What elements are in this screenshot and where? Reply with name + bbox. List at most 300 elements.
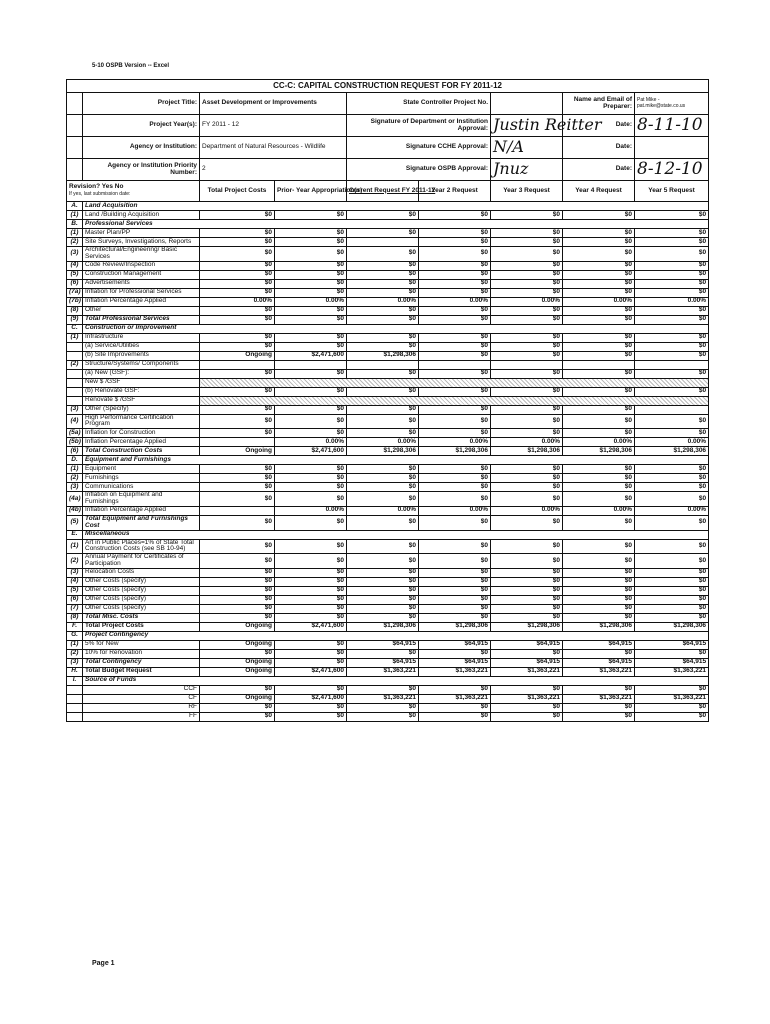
value-cell: $0 bbox=[419, 554, 491, 569]
value-cell: $0 bbox=[347, 247, 419, 262]
value-cell: $0 bbox=[491, 568, 563, 577]
value-cell: $0 bbox=[347, 429, 419, 438]
row-index: E. bbox=[67, 530, 83, 539]
value-cell: 0.00% bbox=[491, 297, 563, 306]
row-label: CF bbox=[83, 694, 200, 703]
value-cell: $0 bbox=[419, 261, 491, 270]
row-index bbox=[67, 369, 83, 378]
form-title: CC-C: CAPITAL CONSTRUCTION REQUEST FOR FY 2011-12 bbox=[67, 80, 709, 93]
value-cell: $0 bbox=[347, 342, 419, 351]
value-cell: $2,471,600 bbox=[275, 622, 347, 631]
value-cell: $1,363,221 bbox=[635, 694, 709, 703]
budget-row bbox=[67, 378, 709, 387]
value-cell: $0 bbox=[200, 261, 275, 270]
value-cell: $0 bbox=[419, 429, 491, 438]
row-label: Communications bbox=[83, 483, 200, 492]
value-cell: $1,363,221 bbox=[563, 667, 635, 676]
value-cell: $0 bbox=[200, 414, 275, 429]
value-cell: $0 bbox=[635, 211, 709, 220]
value-cell: $0 bbox=[347, 261, 419, 270]
capital-request-form bbox=[66, 79, 709, 722]
value-cell: $0 bbox=[200, 515, 275, 530]
value-cell: $0 bbox=[275, 613, 347, 622]
row-index: A. bbox=[67, 202, 83, 211]
budget-row bbox=[67, 703, 709, 712]
value-cell: $0 bbox=[275, 712, 347, 721]
value-cell: $0 bbox=[275, 261, 347, 270]
value-cell: 0.00% bbox=[563, 506, 635, 515]
agency-label: Agency or Institution: bbox=[83, 137, 200, 159]
row-index: (8) bbox=[67, 306, 83, 315]
value-cell: $0 bbox=[491, 351, 563, 360]
budget-row bbox=[67, 474, 709, 483]
value-cell: $0 bbox=[635, 387, 709, 396]
value-cell: $0 bbox=[419, 270, 491, 279]
row-index: (5) bbox=[67, 270, 83, 279]
hatched-cell bbox=[200, 396, 709, 405]
value-cell: $0 bbox=[635, 270, 709, 279]
value-cell: $0 bbox=[275, 568, 347, 577]
value-cell: $64,915 bbox=[563, 640, 635, 649]
value-cell: $0 bbox=[635, 279, 709, 288]
value-cell: Ongoing bbox=[200, 622, 275, 631]
row-index bbox=[67, 712, 83, 721]
value-cell: $0 bbox=[491, 685, 563, 694]
dept-signature: Justin Reitter bbox=[491, 115, 563, 137]
value-cell: 0.00% bbox=[200, 297, 275, 306]
value-cell: $0 bbox=[419, 492, 491, 507]
budget-row bbox=[67, 465, 709, 474]
value-cell: $0 bbox=[347, 712, 419, 721]
value-cell: Ongoing bbox=[200, 640, 275, 649]
value-cell: $0 bbox=[275, 640, 347, 649]
value-cell: $0 bbox=[200, 247, 275, 262]
row-index: (3) bbox=[67, 483, 83, 492]
value-cell: $0 bbox=[347, 685, 419, 694]
value-cell bbox=[563, 360, 635, 369]
value-cell: $0 bbox=[419, 387, 491, 396]
col-header-4: Year 3 Request bbox=[491, 181, 563, 202]
value-cell: $0 bbox=[635, 414, 709, 429]
value-cell: $0 bbox=[200, 568, 275, 577]
value-cell: $0 bbox=[419, 414, 491, 429]
value-cell: $0 bbox=[635, 483, 709, 492]
section-header-row bbox=[67, 324, 709, 333]
value-cell: $0 bbox=[563, 649, 635, 658]
value-cell: $0 bbox=[200, 387, 275, 396]
value-cell bbox=[347, 238, 419, 247]
value-cell: $0 bbox=[491, 492, 563, 507]
value-cell: 0.00% bbox=[635, 438, 709, 447]
value-cell: $0 bbox=[347, 492, 419, 507]
budget-row bbox=[67, 658, 709, 667]
value-cell: $0 bbox=[275, 333, 347, 342]
value-cell: $0 bbox=[491, 515, 563, 530]
value-cell: $1,363,221 bbox=[419, 694, 491, 703]
value-cell: $0 bbox=[491, 333, 563, 342]
row-index: (3) bbox=[67, 247, 83, 262]
row-index bbox=[67, 694, 83, 703]
value-cell: $0 bbox=[419, 247, 491, 262]
row-index: (5b) bbox=[67, 438, 83, 447]
value-cell: $0 bbox=[563, 577, 635, 586]
ospb-signature: Jnuz bbox=[491, 159, 563, 181]
value-cell: $0 bbox=[491, 238, 563, 247]
value-cell: $0 bbox=[275, 474, 347, 483]
value-cell: $0 bbox=[635, 238, 709, 247]
priority-label: Agency or Institution Priority Number: bbox=[83, 159, 200, 181]
budget-row bbox=[67, 667, 709, 676]
value-cell: 0.00% bbox=[275, 438, 347, 447]
value-cell: $0 bbox=[563, 261, 635, 270]
value-cell: $0 bbox=[275, 539, 347, 554]
row-label: Master Plan/PP bbox=[83, 229, 200, 238]
value-cell: $0 bbox=[275, 685, 347, 694]
value-cell: $64,915 bbox=[635, 658, 709, 667]
value-cell: $0 bbox=[200, 405, 275, 414]
row-label: Infrastructure bbox=[83, 333, 200, 342]
value-cell: $0 bbox=[200, 586, 275, 595]
row-label: Inflation Percentage Applied bbox=[83, 297, 200, 306]
row-index: (1) bbox=[67, 465, 83, 474]
value-cell: $1,298,306 bbox=[347, 351, 419, 360]
project-years-label: Project Year(s): bbox=[83, 115, 200, 137]
value-cell: $0 bbox=[419, 539, 491, 554]
revision-note: If yes, last submission date: bbox=[69, 191, 131, 197]
value-cell: $0 bbox=[200, 211, 275, 220]
value-cell: $0 bbox=[419, 604, 491, 613]
value-cell: $0 bbox=[563, 604, 635, 613]
row-label: (a) Service/Utilities bbox=[83, 342, 200, 351]
value-cell: $0 bbox=[200, 483, 275, 492]
value-cell: $0 bbox=[563, 414, 635, 429]
value-cell: $0 bbox=[200, 333, 275, 342]
row-label: Other (Specify) bbox=[83, 405, 200, 414]
row-index: G. bbox=[67, 631, 83, 640]
value-cell: $0 bbox=[200, 554, 275, 569]
value-cell: $0 bbox=[635, 539, 709, 554]
value-cell bbox=[200, 506, 275, 515]
value-cell: $0 bbox=[347, 483, 419, 492]
page-number: Page 1 bbox=[92, 960, 115, 967]
value-cell bbox=[635, 360, 709, 369]
value-cell: $0 bbox=[491, 247, 563, 262]
value-cell: $1,363,221 bbox=[419, 667, 491, 676]
value-cell: $0 bbox=[635, 229, 709, 238]
row-label: Other Costs (specify) bbox=[83, 604, 200, 613]
row-index: (4a) bbox=[67, 492, 83, 507]
row-label: Art in Public Places=1% of State Total Construction Costs (see SB 10-94) bbox=[83, 539, 200, 554]
value-cell: $0 bbox=[563, 270, 635, 279]
value-cell: $0 bbox=[491, 429, 563, 438]
budget-row bbox=[67, 712, 709, 721]
value-cell: 0.00% bbox=[491, 438, 563, 447]
state-controller-label: State Controller Project No. bbox=[347, 93, 491, 115]
value-cell: $0 bbox=[347, 270, 419, 279]
row-index: (4) bbox=[67, 414, 83, 429]
value-cell: $0 bbox=[200, 342, 275, 351]
value-cell: $0 bbox=[275, 247, 347, 262]
revision-label: Revision? bbox=[69, 183, 101, 191]
value-cell: $0 bbox=[563, 703, 635, 712]
value-cell: 0.00% bbox=[563, 297, 635, 306]
value-cell: 0.00% bbox=[563, 438, 635, 447]
value-cell: $0 bbox=[275, 288, 347, 297]
row-label: FF bbox=[83, 712, 200, 721]
section-header-row bbox=[67, 631, 709, 640]
date-value-3: 8-12-10 bbox=[635, 159, 709, 181]
value-cell: $0 bbox=[200, 288, 275, 297]
row-index: (2) bbox=[67, 554, 83, 569]
value-cell: $0 bbox=[491, 261, 563, 270]
value-cell: $0 bbox=[275, 315, 347, 324]
row-label: Relocation Costs bbox=[83, 568, 200, 577]
value-cell: 0.00% bbox=[491, 506, 563, 515]
row-label: Site Surveys, Investigations, Reports bbox=[83, 238, 200, 247]
value-cell: $1,363,221 bbox=[347, 694, 419, 703]
name-email-label: Name and Email of Preparer: bbox=[563, 93, 635, 115]
value-cell: $0 bbox=[347, 414, 419, 429]
row-label: Professional Services bbox=[83, 220, 709, 229]
row-index: (3) bbox=[67, 405, 83, 414]
value-cell: $0 bbox=[419, 315, 491, 324]
row-index: (4b) bbox=[67, 506, 83, 515]
section-header-row bbox=[67, 220, 709, 229]
value-cell bbox=[419, 360, 491, 369]
row-index bbox=[67, 685, 83, 694]
value-cell: $1,298,306 bbox=[635, 622, 709, 631]
value-cell: $0 bbox=[200, 465, 275, 474]
value-cell: $0 bbox=[275, 414, 347, 429]
value-cell: $0 bbox=[200, 712, 275, 721]
value-cell: $0 bbox=[419, 342, 491, 351]
value-cell: $0 bbox=[419, 238, 491, 247]
value-cell: $0 bbox=[635, 306, 709, 315]
value-cell: $0 bbox=[563, 288, 635, 297]
value-cell: $0 bbox=[200, 429, 275, 438]
budget-row bbox=[67, 554, 709, 569]
row-label: Total Professional Services bbox=[83, 315, 200, 324]
value-cell bbox=[200, 438, 275, 447]
row-label: Other Costs (specify) bbox=[83, 595, 200, 604]
value-cell: $0 bbox=[563, 685, 635, 694]
value-cell: $0 bbox=[563, 515, 635, 530]
value-cell: $0 bbox=[419, 288, 491, 297]
section-header-row bbox=[67, 456, 709, 465]
value-cell: $0 bbox=[491, 369, 563, 378]
value-cell: $0 bbox=[347, 703, 419, 712]
budget-row bbox=[67, 539, 709, 554]
row-label: High Performance Certification Program bbox=[83, 414, 200, 429]
value-cell: $0 bbox=[635, 586, 709, 595]
value-cell: 0.00% bbox=[275, 297, 347, 306]
value-cell: $1,363,221 bbox=[347, 667, 419, 676]
value-cell: $0 bbox=[419, 568, 491, 577]
value-cell: 0.00% bbox=[419, 438, 491, 447]
row-label: CCF bbox=[83, 685, 200, 694]
row-label: Renovate $ /GSF bbox=[83, 396, 200, 405]
value-cell: $0 bbox=[347, 229, 419, 238]
value-cell: $0 bbox=[635, 568, 709, 577]
value-cell: $1,298,306 bbox=[347, 622, 419, 631]
value-cell: $2,471,600 bbox=[275, 351, 347, 360]
section-header-row bbox=[67, 202, 709, 211]
value-cell: $0 bbox=[200, 492, 275, 507]
value-cell: 0.00% bbox=[275, 506, 347, 515]
value-cell: $0 bbox=[491, 306, 563, 315]
value-cell: $0 bbox=[491, 649, 563, 658]
value-cell: $0 bbox=[200, 577, 275, 586]
budget-row bbox=[67, 613, 709, 622]
preparer-value: Pat Mike - pat.mike@state.co.us bbox=[635, 93, 709, 115]
value-cell: $64,915 bbox=[419, 658, 491, 667]
budget-row bbox=[67, 315, 709, 324]
value-cell: $0 bbox=[275, 387, 347, 396]
row-index: F. bbox=[67, 622, 83, 631]
value-cell: $0 bbox=[200, 613, 275, 622]
value-cell: $0 bbox=[347, 604, 419, 613]
value-cell: Ongoing bbox=[200, 667, 275, 676]
project-title-value: Asset Development or Improvements bbox=[200, 93, 347, 115]
value-cell: $0 bbox=[419, 369, 491, 378]
value-cell: $0 bbox=[200, 306, 275, 315]
value-cell: $0 bbox=[419, 279, 491, 288]
row-label: Equipment bbox=[83, 465, 200, 474]
row-label: Other bbox=[83, 306, 200, 315]
value-cell: $0 bbox=[491, 211, 563, 220]
value-cell: $0 bbox=[347, 279, 419, 288]
row-label: Land Acquisition bbox=[83, 202, 709, 211]
row-label: Structure/Systems/ Components bbox=[83, 360, 200, 369]
priority-value: 2 bbox=[200, 159, 347, 181]
budget-row bbox=[67, 333, 709, 342]
row-label: Land /Building Acquisition bbox=[83, 211, 200, 220]
value-cell: $0 bbox=[200, 474, 275, 483]
value-cell: $0 bbox=[635, 515, 709, 530]
row-label: Miscellaneous bbox=[83, 530, 709, 539]
value-cell: $0 bbox=[635, 492, 709, 507]
row-index: (1) bbox=[67, 229, 83, 238]
value-cell: 0.00% bbox=[635, 297, 709, 306]
value-cell: $0 bbox=[563, 279, 635, 288]
row-index: (7) bbox=[67, 604, 83, 613]
value-cell: $0 bbox=[635, 261, 709, 270]
value-cell: $0 bbox=[491, 595, 563, 604]
value-cell: $0 bbox=[419, 306, 491, 315]
agency-value: Department of Natural Resources - Wildlife bbox=[200, 137, 347, 159]
value-cell: $0 bbox=[563, 229, 635, 238]
value-cell: $0 bbox=[347, 515, 419, 530]
value-cell: $0 bbox=[347, 474, 419, 483]
value-cell: $0 bbox=[275, 342, 347, 351]
budget-row bbox=[67, 483, 709, 492]
budget-row bbox=[67, 405, 709, 414]
value-cell: $0 bbox=[347, 306, 419, 315]
value-cell: $1,363,221 bbox=[491, 694, 563, 703]
value-cell: $0 bbox=[419, 333, 491, 342]
value-cell: $0 bbox=[491, 315, 563, 324]
row-index: (2) bbox=[67, 360, 83, 369]
value-cell: $0 bbox=[563, 405, 635, 414]
row-label: Source of Funds bbox=[83, 676, 709, 685]
value-cell: $0 bbox=[419, 712, 491, 721]
row-index: (5) bbox=[67, 586, 83, 595]
value-cell: $0 bbox=[200, 369, 275, 378]
budget-row bbox=[67, 247, 709, 262]
date-label-2: Date: bbox=[563, 137, 635, 159]
value-cell: $0 bbox=[491, 712, 563, 721]
row-index bbox=[67, 396, 83, 405]
value-cell: $2,471,600 bbox=[275, 694, 347, 703]
value-cell: $0 bbox=[635, 342, 709, 351]
value-cell: $0 bbox=[491, 483, 563, 492]
col-header-0: Total Project Costs bbox=[200, 181, 275, 202]
value-cell: $0 bbox=[347, 405, 419, 414]
value-cell: $0 bbox=[491, 465, 563, 474]
budget-row bbox=[67, 447, 709, 456]
value-cell: $0 bbox=[347, 539, 419, 554]
row-label: Project Contingency bbox=[83, 631, 709, 640]
value-cell: $1,298,306 bbox=[491, 622, 563, 631]
row-label: Advertisements bbox=[83, 279, 200, 288]
budget-row bbox=[67, 640, 709, 649]
value-cell: $0 bbox=[563, 387, 635, 396]
value-cell: $0 bbox=[275, 405, 347, 414]
value-cell: $0 bbox=[491, 604, 563, 613]
value-cell: $0 bbox=[563, 369, 635, 378]
value-cell: $0 bbox=[200, 685, 275, 694]
value-cell: $0 bbox=[419, 613, 491, 622]
row-label: Architectural/Engineering/ Basic Services bbox=[83, 247, 200, 262]
value-cell: $0 bbox=[200, 229, 275, 238]
value-cell: $64,915 bbox=[635, 640, 709, 649]
value-cell: $0 bbox=[635, 613, 709, 622]
row-index: (6) bbox=[67, 595, 83, 604]
row-index: (1) bbox=[67, 539, 83, 554]
value-cell: $0 bbox=[491, 554, 563, 569]
budget-row bbox=[67, 306, 709, 315]
budget-row bbox=[67, 279, 709, 288]
value-cell bbox=[200, 360, 275, 369]
row-index: C. bbox=[67, 324, 83, 333]
row-label: Inflation Percentage Applied bbox=[83, 438, 200, 447]
value-cell: $0 bbox=[635, 712, 709, 721]
value-cell: $0 bbox=[563, 238, 635, 247]
row-index: (7b) bbox=[67, 297, 83, 306]
value-cell: 0.00% bbox=[419, 506, 491, 515]
value-cell bbox=[275, 360, 347, 369]
value-cell: $0 bbox=[635, 465, 709, 474]
value-cell: $1,298,306 bbox=[563, 447, 635, 456]
value-cell: $0 bbox=[563, 554, 635, 569]
value-cell: Ongoing bbox=[200, 694, 275, 703]
date-label-3: Date: bbox=[563, 159, 635, 181]
value-cell: $1,363,221 bbox=[563, 694, 635, 703]
col-header-1: Prior- Year Appropriation(s) bbox=[275, 181, 347, 202]
value-cell: $0 bbox=[200, 315, 275, 324]
row-label: Total Project Costs bbox=[83, 622, 200, 631]
value-cell: $0 bbox=[563, 539, 635, 554]
value-cell: $0 bbox=[419, 465, 491, 474]
value-cell: $0 bbox=[200, 279, 275, 288]
value-cell: $0 bbox=[491, 229, 563, 238]
budget-row bbox=[67, 288, 709, 297]
value-cell: $0 bbox=[275, 270, 347, 279]
value-cell: $1,298,306 bbox=[563, 622, 635, 631]
value-cell: $0 bbox=[563, 483, 635, 492]
version-note: 5-10 OSPB Version -- Excel bbox=[92, 63, 170, 69]
value-cell: $0 bbox=[419, 586, 491, 595]
